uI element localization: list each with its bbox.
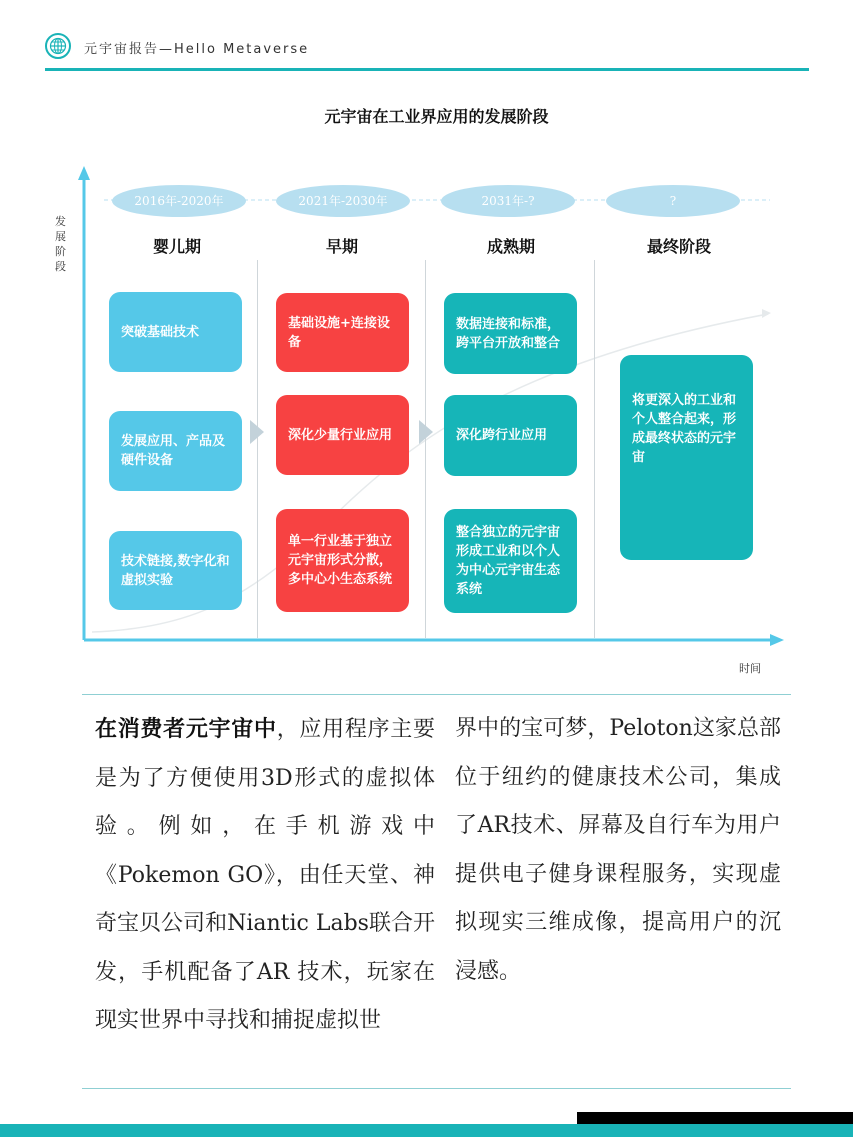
period-pill-3: 2031年-? xyxy=(441,185,575,217)
body-column-left xyxy=(95,705,435,1046)
section-rule-top xyxy=(82,694,791,695)
x-axis-label: 时间 xyxy=(739,662,761,675)
body-lead: 在消费者元宇宙中 xyxy=(95,716,277,742)
y-axis-label: 发展阶段 xyxy=(55,215,66,273)
body-left-text: ，应用程序主要是为了方便使用3D形式的虚拟体验。例如，在手机游戏中《Pokemon GO》，由任天堂、神奇宝贝公司和Niantic Labs联合开发，手机配备了AR 技术，玩家在现实世界中寻找和捕捉虚拟世 xyxy=(95,717,435,1033)
body-column-right: 界中的宝可梦，Peloton这家总部位于纽约的健康技术公司，集成了AR技术、屏幕及自行车为用户提供电子健身课程服务，实现虚拟现实三维成像，提高用户的沉浸感。 xyxy=(455,716,782,984)
period-pill-1: 2016年-2020年 xyxy=(112,185,246,217)
card-infant-3: 技术链接,数字化和虚拟实验 xyxy=(109,531,242,610)
column-divider xyxy=(425,260,426,638)
column-divider xyxy=(594,260,595,638)
footer-bar-teal xyxy=(0,1124,853,1137)
card-mature-2: 深化跨行业应用 xyxy=(444,395,577,476)
column-divider xyxy=(257,260,258,638)
section-rule-bottom xyxy=(82,1088,791,1089)
card-final: 将更深入的工业和个人整合起来，形成最终状态的元宇宙 xyxy=(620,355,753,560)
arrow-right-icon xyxy=(250,420,264,444)
stage-mature: 成熟期 xyxy=(486,237,535,256)
stage-early: 早期 xyxy=(325,237,358,256)
card-early-1: 基础设施+连接设备 xyxy=(276,293,409,372)
card-mature-1: 数据连接和标准，跨平台开放和整合 xyxy=(444,293,577,374)
header-title: 元宇宙报告—Hello Metaverse xyxy=(84,42,310,57)
arrow-right-icon xyxy=(419,420,433,444)
card-infant-1: 突破基础技术 xyxy=(109,292,242,372)
card-early-2: 深化少量行业应用 xyxy=(276,395,409,475)
stage-infant: 婴儿期 xyxy=(152,237,201,256)
period-pill-4: ? xyxy=(606,185,740,217)
stage-final: 最终阶段 xyxy=(646,237,711,256)
card-mature-3: 整合独立的元宇宙形成工业和以个人为中心元宇宙生态系统 xyxy=(444,509,577,613)
card-infant-2: 发展应用、产品及硬件设备 xyxy=(109,411,242,491)
diagram-title: 元宇宙在工业界应用的发展阶段 xyxy=(324,107,549,126)
card-early-3: 单一行业基于独立元宇宙形式分散，多中心小生态系统 xyxy=(276,509,409,612)
period-pill-2: 2021年-2030年 xyxy=(276,185,410,217)
